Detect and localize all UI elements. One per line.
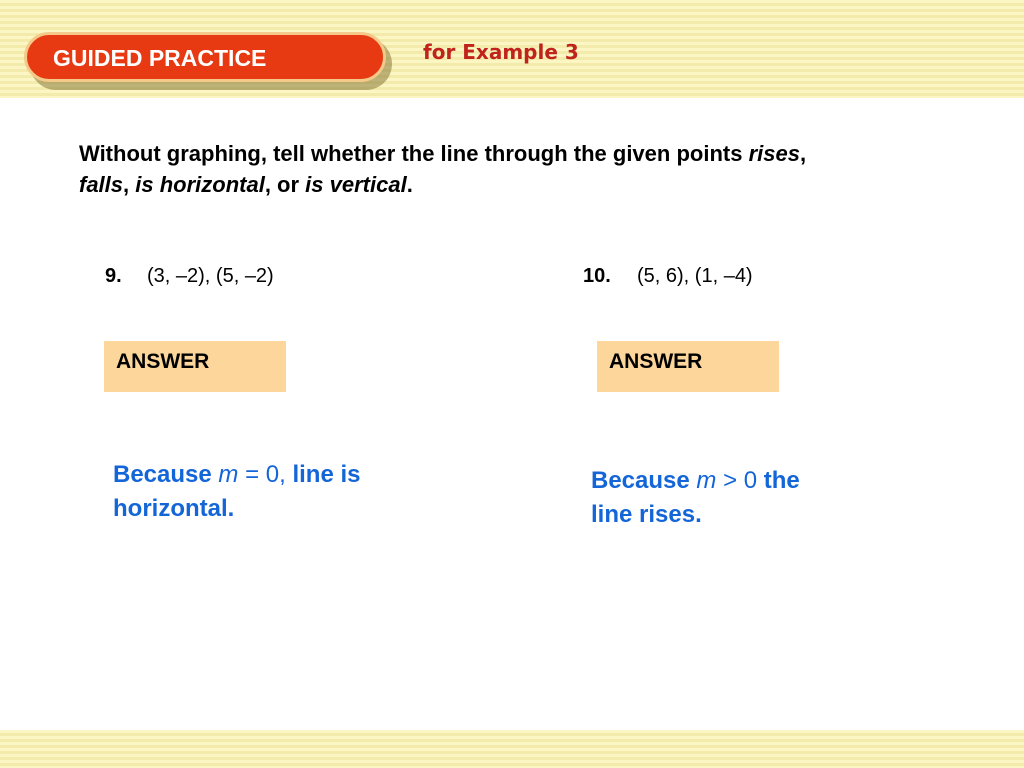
rises-term: rises (748, 141, 800, 166)
problem-number: 10. (583, 265, 611, 287)
solution-math (218, 461, 292, 488)
slope-relation: = 0, (238, 461, 293, 488)
slope-variable: m (696, 467, 717, 494)
solution-text: Because (591, 467, 697, 494)
answer-label: ANSWER (609, 350, 703, 373)
problem-10 (583, 265, 753, 288)
instructions-text: Without graphing, tell whether the line through the given points (79, 141, 749, 166)
answer-box-9 (104, 341, 286, 392)
instructions-sep-1: , (799, 141, 807, 166)
vertical-term: is vertical (305, 172, 407, 197)
falls-term: falls (79, 172, 124, 197)
solution-math (696, 467, 763, 494)
answer-box-10 (597, 341, 779, 392)
instructions-sep-2: , (123, 172, 136, 197)
problem-9 (105, 265, 274, 288)
instructions-end: . (406, 172, 413, 197)
solution-9 (113, 458, 413, 526)
solution-conclusion: the line rises. (591, 467, 800, 528)
guided-practice-badge (24, 32, 386, 82)
horizontal-term: is horizontal (135, 172, 265, 197)
footer-band (0, 730, 1024, 768)
slope-variable: m (218, 461, 239, 488)
solution-conclusion: line is horizontal. (113, 461, 361, 522)
badge-label: GUIDED PRACTICE (53, 45, 267, 71)
solution-text: Because (113, 461, 219, 488)
problem-points: (3, –2), (5, –2) (147, 265, 274, 287)
answer-label: ANSWER (116, 350, 210, 373)
problem-number: 9. (105, 265, 122, 287)
example-reference: for Example 3 (423, 40, 579, 64)
instructions-or: , or (264, 172, 306, 197)
problem-points: (5, 6), (1, –4) (637, 265, 753, 287)
slope-relation: > 0 (716, 467, 764, 494)
solution-10 (591, 464, 841, 532)
instructions (79, 138, 979, 200)
